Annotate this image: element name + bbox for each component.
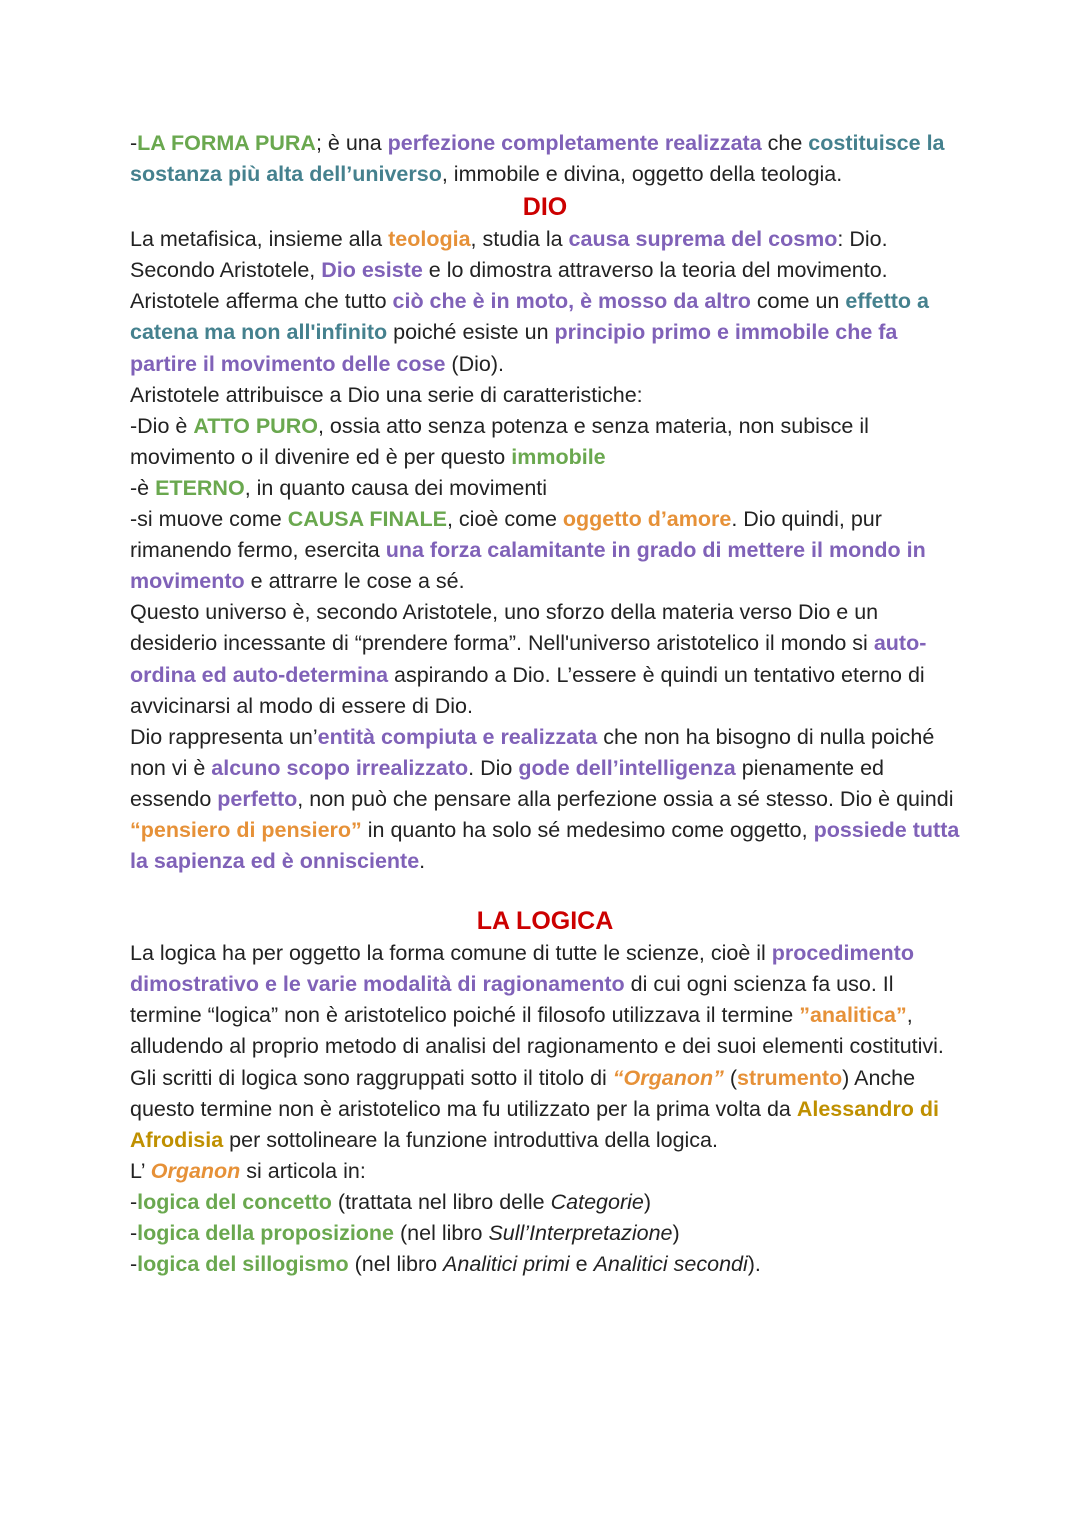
highlighted-term: logica del sillogismo xyxy=(137,1252,349,1277)
text-run: per sottolineare la funzione introduttiva della logica. xyxy=(223,1127,718,1152)
text-run: . Dio quindi, pur rimanendo fermo, esercita xyxy=(130,507,882,563)
paragraph xyxy=(130,1249,960,1280)
text-run: -si muove come xyxy=(130,507,288,532)
text-run: , ossia atto senza potenza e senza materia, non subisce il movimento o il divenire ed è per questo xyxy=(130,413,869,469)
text-run: , studia la xyxy=(470,227,569,252)
text-run: di cui ogni scienza fa uso. Il termine “logica” non è aristotelico poiché il filosofo utilizzava il termine xyxy=(130,972,894,1028)
text-run: . Dio xyxy=(468,755,519,780)
highlighted-term: Categorie xyxy=(550,1189,644,1214)
text-run: , non può che pensare alla perfezione ossia a sé stesso. Dio è quindi xyxy=(297,786,954,811)
highlighted-term: principio primo e immobile che fa partire il movimento delle cose xyxy=(130,320,898,376)
text-run: - xyxy=(130,1221,138,1245)
text-run: -Dio è xyxy=(130,413,194,438)
highlighted-term: Dio esiste xyxy=(321,258,423,283)
paragraph xyxy=(130,1063,960,1156)
text-run: -è xyxy=(130,475,156,500)
paragraph xyxy=(130,380,960,411)
text-run: (nel libro xyxy=(348,1252,444,1277)
text-run: (Dio). xyxy=(445,351,504,376)
text-run: che non ha bisogno di nulla poiché non vi è xyxy=(130,724,935,780)
text-run: come un xyxy=(750,289,846,314)
highlighted-term: entità compiuta e realizzata xyxy=(317,724,598,749)
paragraph xyxy=(130,128,960,190)
highlighted-term: ”analitica” xyxy=(799,1003,907,1028)
text-run: , cioè come xyxy=(446,507,563,532)
text-run: . xyxy=(419,849,426,874)
highlighted-term: strumento xyxy=(737,1065,843,1090)
text-run: ) Anche questo termine non è aristotelico ma fu utilizzato per la prima volta da xyxy=(130,1065,916,1121)
highlighted-term: logica del concetto xyxy=(137,1189,332,1214)
highlighted-term: possiede tutta la sapienza ed è onnisciente xyxy=(130,817,960,874)
text-run: aspirando a Dio. L’essere è quindi un tentativo eterno di avvicinarsi al modo di essere di Dio. xyxy=(130,662,925,718)
text-run: si articola in: xyxy=(240,1158,366,1183)
paragraph xyxy=(130,504,960,597)
highlighted-term: ETERNO xyxy=(155,475,245,500)
text-run: - xyxy=(130,1252,138,1277)
text-run: ; è una xyxy=(315,131,388,155)
highlighted-term: ciò che è in moto, è mosso da altro xyxy=(392,289,751,314)
highlighted-term: CAUSA FINALE xyxy=(287,507,447,532)
text-run: ( xyxy=(723,1065,738,1090)
text-run: Questo universo è, secondo Aristotele, uno sforzo della materia verso Dio e un desiderio incessante di “prendere forma”. Nell'universo aristotelico il mondo si xyxy=(130,600,879,656)
text-run: , in quanto causa dei movimenti xyxy=(244,475,548,500)
paragraph xyxy=(130,1156,960,1187)
text-run: ) xyxy=(672,1221,680,1245)
highlighted-term: Analitici primi xyxy=(443,1252,570,1277)
paragraph xyxy=(130,1187,960,1218)
highlighted-term: “Organon” xyxy=(612,1065,724,1090)
text-run: in quanto ha solo sé medesimo come oggetto, xyxy=(361,817,814,842)
section-heading xyxy=(130,190,960,224)
section-heading xyxy=(130,904,960,938)
text-run: - xyxy=(130,131,138,155)
text-run: pienamente ed essendo xyxy=(130,755,884,811)
text-run: DIO xyxy=(522,193,568,222)
text-run: La logica ha per oggetto la forma comune di tutte le scienze, cioè il xyxy=(130,941,772,966)
text-run: poiché esiste un xyxy=(387,320,555,345)
highlighted-term: oggetto d’amore xyxy=(562,507,732,532)
text-run: , alludendo al proprio metodo di analisi del ragionamento e dei suoi elementi costitutivi. xyxy=(130,1003,944,1059)
text-run: LA LOGICA xyxy=(476,907,614,936)
highlighted-term: perfezione completamente realizzata xyxy=(387,131,762,155)
section-spacer xyxy=(130,877,960,904)
highlighted-term: ATTO PURO xyxy=(193,413,318,438)
paragraph xyxy=(130,224,960,379)
highlighted-term: perfetto xyxy=(217,786,298,811)
text-run: e attrarre le cose a sé. xyxy=(244,569,465,594)
highlighted-term: procedimento dimostrativo e le varie modalità di ragionamento xyxy=(130,941,914,997)
text-run: e xyxy=(569,1252,594,1277)
text-run: L’ xyxy=(130,1158,151,1183)
document-body xyxy=(130,128,960,1280)
paragraph xyxy=(130,473,960,504)
highlighted-term: Organon xyxy=(150,1158,241,1183)
highlighted-term: costituisce la sostanza più alta dell’universo xyxy=(130,131,945,187)
highlighted-term: causa suprema del cosmo xyxy=(568,227,838,252)
text-run: , immobile e divina, oggetto della teologia. xyxy=(441,162,843,187)
highlighted-term: “pensiero di pensiero” xyxy=(130,817,362,842)
text-run: ) xyxy=(643,1189,652,1214)
text-run: ). xyxy=(747,1252,761,1277)
highlighted-term: LA FORMA PURA xyxy=(137,131,316,155)
highlighted-term: Sull’Interpretazione xyxy=(488,1221,673,1245)
highlighted-term: una forza calamitante in grado di mettere il mondo in movimento xyxy=(130,538,926,594)
highlighted-term: auto-ordina ed auto-determina xyxy=(130,631,927,687)
highlighted-term: immobile xyxy=(511,444,606,469)
text-run: che xyxy=(761,131,809,155)
text-run: Dio rappresenta un’ xyxy=(130,724,318,749)
text-run: (trattata nel libro delle xyxy=(331,1189,551,1214)
highlighted-term: alcuno scopo irrealizzato xyxy=(211,755,469,780)
highlighted-term: effetto a catena ma non all'infinito xyxy=(130,289,929,345)
text-run: e lo dimostra attraverso la teoria del movimento. Aristotele afferma che tutto xyxy=(130,258,888,314)
highlighted-term: Alessandro di Afrodisia xyxy=(130,1096,940,1152)
paragraph xyxy=(130,411,960,473)
highlighted-term: Analitici secondi xyxy=(593,1252,748,1277)
paragraph xyxy=(130,1218,960,1249)
highlighted-term: gode dell’intelligenza xyxy=(518,755,736,780)
text-run: : Dio. Secondo Aristotele, xyxy=(130,227,888,283)
highlighted-term: teologia xyxy=(388,227,471,252)
text-run: Aristotele attribuisce a Dio una serie di caratteristiche: xyxy=(130,382,643,407)
highlighted-term: logica della proposizione xyxy=(137,1221,395,1245)
paragraph xyxy=(130,938,960,1062)
text-run: La metafisica, insieme alla xyxy=(130,227,389,252)
paragraph xyxy=(130,597,960,721)
paragraph xyxy=(130,722,960,877)
text-run: Gli scritti di logica sono raggruppati sotto il titolo di xyxy=(130,1065,613,1090)
text-run: (nel libro xyxy=(394,1221,489,1245)
text-run: - xyxy=(130,1189,138,1214)
